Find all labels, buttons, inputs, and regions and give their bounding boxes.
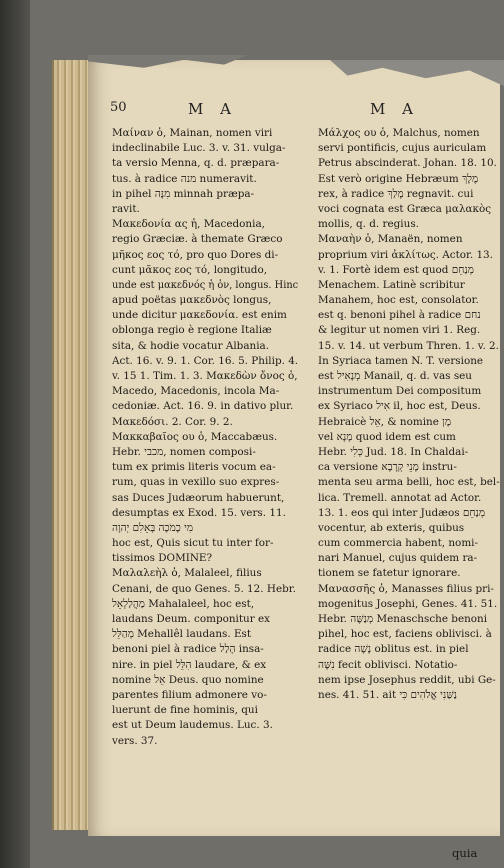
text-line: vel מָנָא quod idem est cum [318,430,456,443]
text-line: nomine אֵל Deus. quo nomine [112,673,264,686]
text-line: מַהֲלַלְאֵל Mahalaleel, hoc est, [112,597,255,610]
text-line: indeclinabile Luc. 3. v. 31. vulga- [112,142,286,155]
text-line: In Syriaca tamen N. T. versione [318,354,484,367]
text-line: ta versio Menna, q. d. præpara- [112,157,280,170]
text-line: vocentur, ab exteris, quibus [318,521,465,534]
text-line: unde est μακεδνός ἡ ὁν, longus. Hinc [112,278,298,291]
text-line: Μακεδόσι. 2. Cor. 9. 2. [112,415,233,428]
text-line: Μανασσῆς ὁ, Manasses filius pri- [318,582,494,595]
text-line: tus. à radice מנה numeravit. [112,172,257,185]
text-line: servi pontificis, cujus auriculam [318,142,487,155]
text-line: hoc est, Quis sicut tu inter for- [112,537,274,550]
text-line: proprium viri ἀκλίτως. Actor. 13. [318,248,493,261]
text-line: ravit. [112,202,140,215]
book-spine-shadow [0,0,30,868]
catchword: quia [452,846,478,860]
text-line: est q. benoni pihel à radice נחם [318,309,481,322]
text-line: radice נָשָׁה oblitus est. in piel [318,643,469,656]
text-line: מִי כָמֹכָה בָּאֵלִם יְהוָה [112,521,194,534]
text-line: mollis, q. d. regius. [318,218,419,231]
text-line: rex, à radice מָלַךְ regnavit. cui [318,187,474,200]
text-line: tionem se fatetur ignorare. [318,567,461,580]
text-line: Est verò origine Hebræum מֶלֶךְ [318,172,479,185]
text-line: nes. 41. 51. ait נַשַּׁנִי אֱלֹהִים כִּי [318,688,457,701]
text-line: Hebraicè אֵל, & nomine מָן [318,415,451,428]
page-number: 50 [110,100,127,115]
text-line: pihel, hoc est, faciens oblivisci. à [318,628,492,641]
text-line: luerunt de fine hominis, qui [112,704,258,717]
text-line: Hebr. מְנַשֶּׁה Menaschsche benoni [318,613,488,625]
text-line: מְהַלֵּל Mehallêl laudans. Est [112,628,252,641]
text-line: instrumentum Dei compositum [318,385,482,398]
text-line: Cenani, de quo Genes. 5. 12. Hebr. [112,582,296,595]
text-line: ca versione מָנֵי קְרָבָא instru- [318,461,457,474]
text-line: parentes filium admonere vo- [112,688,267,701]
text-line: laudans Deum. componitur ex [112,613,271,625]
text-line: Petrus abscinderat. Johan. 18. 10. [318,157,497,170]
text-line: Hebr. כְּלִי Jud. 18. In Chaldai- [318,445,469,458]
running-header [100,100,500,124]
right-column [318,126,504,703]
text-line: Act. 16. v. 9. 1. Cor. 16. 5. Philip. 4. [112,354,298,367]
text-line: oblonga regio è regione Italiæ [112,324,272,337]
text-line: tum ex primis literis vocum ea- [112,461,276,474]
text-line: est ut Deum laudemus. Luc. 3. [112,719,273,732]
text-line: vers. 37. [112,734,158,747]
left-column [112,126,298,749]
text-line: v. 1. Fortè idem est quod מְנַחֵם [318,263,474,276]
text-line: tissimos DOMINE? [112,552,213,565]
text-line: 15. v. 14. ut verbum Thren. 1. v. 2. [318,339,499,352]
page-edges [52,60,92,830]
text-line: voci cognata est Græca μαλακὸς [318,202,492,215]
header-left: M A [188,100,237,118]
text-line: unde dicitur μακεδονία. est enim [112,309,287,322]
text-line: cum commercia habent, nomi- [318,537,478,550]
text-line: sas Duces Judæorum habuerunt, [112,491,285,504]
text-line: apud poëtas μακεδνὸς longus, [112,294,272,307]
text-line: Μάλχος ου ὁ, Malchus, nomen [318,127,480,139]
text-line: Μακκαβαῖος ου ὁ, Maccabæus. [112,430,278,443]
text-line: ex Syriaco אִיל il, hoc est, Deus. [318,400,481,413]
text-line: nem ipse Josephus reddit, ubi Ge- [318,673,496,686]
text-line: rum, quas in vexillo suo expres- [112,476,280,489]
text-line: lica. Tremell. annotat ad Actor. [318,491,482,504]
text-line: sita, & hodie vocatur Albania. [112,339,270,352]
text-line: Manahem, hoc est, consolator. [318,294,479,307]
text-line: Μαίναν ὁ, Mainan, nomen viri [112,127,273,139]
text-line: Μαναὴν ὁ, Manaën, nomen [318,233,463,246]
text-line: benoni piel à radice הָלַל insa- [112,643,264,656]
text-line: Hebr. מכבי, nomen composi- [112,445,256,458]
text-line: & legitur ut nomen viri 1. Reg. [318,324,481,337]
text-line: Macedo, Macedonis, incola Ma- [112,385,280,398]
text-line: Menachem. Latinè scribitur [318,278,465,291]
text-line: נִשָּׁה fecit oblivisci. Notatio- [318,658,458,671]
header-right: M A [370,100,419,118]
text-line: 13. 1. eos qui inter Judæos מְנַחֵם [318,506,486,519]
text-line: cunt μᾶκος εος τό, longitudo, [112,263,268,276]
text-line: regio Græciæ. à themate Græco [112,233,283,246]
text-line: cedoniæ. Act. 16. 9. in dativo plur. [112,400,294,413]
text-line: nari Manuel, cujus quidem ra- [318,552,478,565]
text-line: μῆκος εος τό, pro quo Dores di- [112,248,279,261]
text-line: menta seu arma belli, hoc est, bel- [318,476,500,489]
text-line: nire. in piel הִלֵּל laudare, & ex [112,658,267,671]
text-line: Μαλαλεὴλ ὁ, Malaleel, filius [112,567,262,580]
text-line: desumptas ex Exod. 15. vers. 11. [112,506,286,519]
text-line: est מְנָאִיל Manail, q. d. vas seu [318,370,472,382]
text-line: Μακεδονία ας ἡ, Macedonia, [112,218,265,231]
text-line: mogenitus Josephi, Genes. 41. 51. [318,597,498,610]
text-line: v. 15 1. Tim. 1. 3. Μακεδὼν ὄνος ὁ, [112,370,298,382]
text-line: in pihel מִנָּה minnah præpa- [112,187,255,200]
